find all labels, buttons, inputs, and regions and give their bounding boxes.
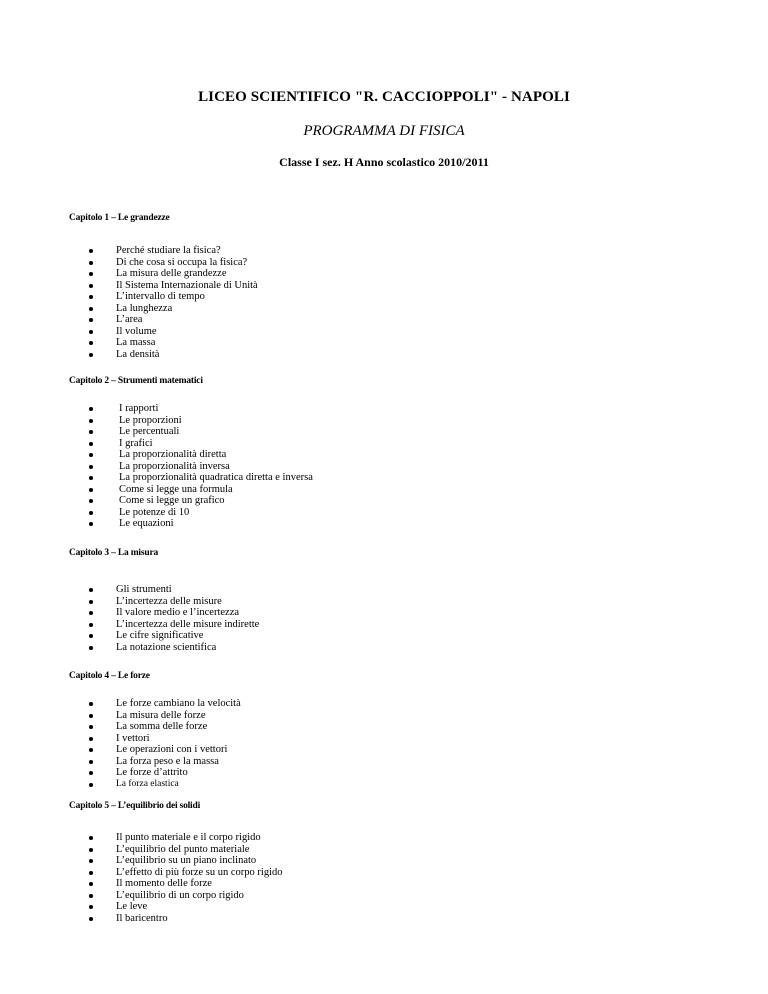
bullet-icon bbox=[89, 511, 93, 515]
bullet-icon bbox=[89, 611, 93, 615]
list-item: Le operazioni con i vettori bbox=[69, 744, 241, 756]
list-item: Il valore medio e l’incertezza bbox=[69, 607, 259, 619]
list-item: Perché studiare la fisica? bbox=[69, 245, 258, 257]
program-title: PROGRAMMA DI FISICA bbox=[303, 123, 465, 139]
chapter-title: Capitolo 3 – La misura bbox=[69, 548, 159, 558]
list-item: Come si legge un grafico bbox=[69, 495, 313, 507]
list-item: L’equilibrio del punto materiale bbox=[69, 844, 283, 856]
list-item: La densità bbox=[69, 349, 258, 361]
bullet-icon bbox=[89, 442, 93, 446]
topic-list bbox=[69, 698, 241, 790]
list-item: La massa bbox=[69, 337, 258, 349]
chapter-title: Capitolo 5 – L’equilibrio dei solidi bbox=[69, 801, 201, 811]
list-item: Il Sistema Internazionale di Unità bbox=[69, 280, 258, 292]
list-item: L’incertezza delle misure indirette bbox=[69, 619, 259, 631]
bullet-icon bbox=[89, 430, 93, 434]
bullet-icon bbox=[89, 588, 93, 592]
topic-list bbox=[69, 245, 258, 360]
list-item: I grafici bbox=[69, 438, 313, 450]
list-item: Le forze d’attrito bbox=[69, 767, 241, 779]
list-item: La notazione scientifica bbox=[69, 642, 259, 654]
topic-list bbox=[69, 403, 313, 530]
list-item: Il punto materiale e il corpo rigido bbox=[69, 832, 283, 844]
bullet-icon bbox=[89, 284, 93, 288]
list-item: Le potenze di 10 bbox=[69, 507, 313, 519]
bullet-icon bbox=[89, 465, 93, 469]
bullet-icon bbox=[89, 848, 93, 852]
list-item: L’equilibrio su un piano inclinato bbox=[69, 855, 283, 867]
bullet-icon bbox=[89, 407, 93, 411]
bullet-icon bbox=[89, 353, 93, 357]
bullet-icon bbox=[89, 272, 93, 276]
chapter-5 bbox=[69, 801, 729, 924]
bullet-icon bbox=[89, 783, 93, 787]
bullet-icon bbox=[89, 725, 93, 729]
bullet-icon bbox=[89, 499, 93, 503]
list-item: Il baricentro bbox=[69, 913, 283, 925]
bullet-icon bbox=[89, 318, 93, 322]
list-item: Le proporzioni bbox=[69, 415, 313, 427]
list-item: Come si legge una formula bbox=[69, 484, 313, 496]
bullet-icon bbox=[89, 905, 93, 909]
bullet-icon bbox=[89, 341, 93, 345]
list-item: L’intervallo di tempo bbox=[69, 291, 258, 303]
chapter-title: Capitolo 2 – Strumenti matematici bbox=[69, 376, 203, 386]
list-item: L’area bbox=[69, 314, 258, 326]
list-item: L’equilibrio di un corpo rigido bbox=[69, 890, 283, 902]
bullet-icon bbox=[89, 249, 93, 253]
list-item: La proporzionalità inversa bbox=[69, 461, 313, 473]
list-item: Le percentuali bbox=[69, 426, 313, 438]
list-item: La proporzionalità quadratica diretta e inversa bbox=[69, 472, 313, 484]
list-item: L’effetto di più forze su un corpo rigido bbox=[69, 867, 283, 879]
list-item: La forza peso e la massa bbox=[69, 756, 241, 768]
bullet-icon bbox=[89, 882, 93, 886]
list-item: Gli strumenti bbox=[69, 584, 259, 596]
bullet-icon bbox=[89, 488, 93, 492]
list-item: La forza elastica bbox=[69, 779, 241, 791]
bullet-icon bbox=[89, 295, 93, 299]
bullet-icon bbox=[89, 760, 93, 764]
bullet-icon bbox=[89, 836, 93, 840]
bullet-icon bbox=[89, 917, 93, 921]
bullet-icon bbox=[89, 453, 93, 457]
list-item: Le equazioni bbox=[69, 518, 313, 530]
list-item: I rapporti bbox=[69, 403, 313, 415]
topic-list bbox=[69, 832, 283, 924]
class-info: Classe I sez. H Anno scolastico 2010/2011 bbox=[279, 155, 489, 169]
bullet-icon bbox=[89, 859, 93, 863]
chapter-title: Capitolo 1 – Le grandezze bbox=[69, 213, 170, 223]
bullet-icon bbox=[89, 476, 93, 480]
list-item: La proporzionalità diretta bbox=[69, 449, 313, 461]
list-item: I vettori bbox=[69, 733, 241, 745]
bullet-icon bbox=[89, 646, 93, 650]
chapter-2 bbox=[69, 376, 729, 529]
bullet-icon bbox=[89, 737, 93, 741]
list-item: Le forze cambiano la velocità bbox=[69, 698, 241, 710]
bullet-icon bbox=[89, 871, 93, 875]
bullet-icon bbox=[89, 307, 93, 311]
bullet-icon bbox=[89, 634, 93, 638]
list-item: Le cifre significative bbox=[69, 630, 259, 642]
list-item: La lunghezza bbox=[69, 303, 258, 315]
bullet-icon bbox=[89, 714, 93, 718]
school-title: LICEO SCIENTIFICO "R. CACCIOPPOLI" - NAPOLI bbox=[198, 89, 570, 105]
bullet-icon bbox=[89, 771, 93, 775]
bullet-icon bbox=[89, 522, 93, 526]
bullet-icon bbox=[89, 600, 93, 604]
bullet-icon bbox=[89, 623, 93, 627]
list-item: La misura delle grandezze bbox=[69, 268, 258, 280]
chapter-3 bbox=[69, 548, 729, 653]
bullet-icon bbox=[89, 894, 93, 898]
bullet-icon bbox=[89, 330, 93, 334]
topic-list bbox=[69, 584, 259, 653]
list-item: Il volume bbox=[69, 326, 258, 338]
list-item: Le leve bbox=[69, 901, 283, 913]
list-item: L’incertezza delle misure bbox=[69, 596, 259, 608]
chapter-1 bbox=[69, 213, 729, 360]
chapter-title: Capitolo 4 – Le forze bbox=[69, 671, 150, 681]
bullet-icon bbox=[89, 419, 93, 423]
list-item: La somma delle forze bbox=[69, 721, 241, 733]
list-item: Il momento delle forze bbox=[69, 878, 283, 890]
list-item: Di che cosa si occupa la fisica? bbox=[69, 257, 258, 269]
chapter-4 bbox=[69, 671, 729, 789]
list-item: La misura delle forze bbox=[69, 710, 241, 722]
bullet-icon bbox=[89, 702, 93, 706]
bullet-icon bbox=[89, 748, 93, 752]
bullet-icon bbox=[89, 261, 93, 265]
